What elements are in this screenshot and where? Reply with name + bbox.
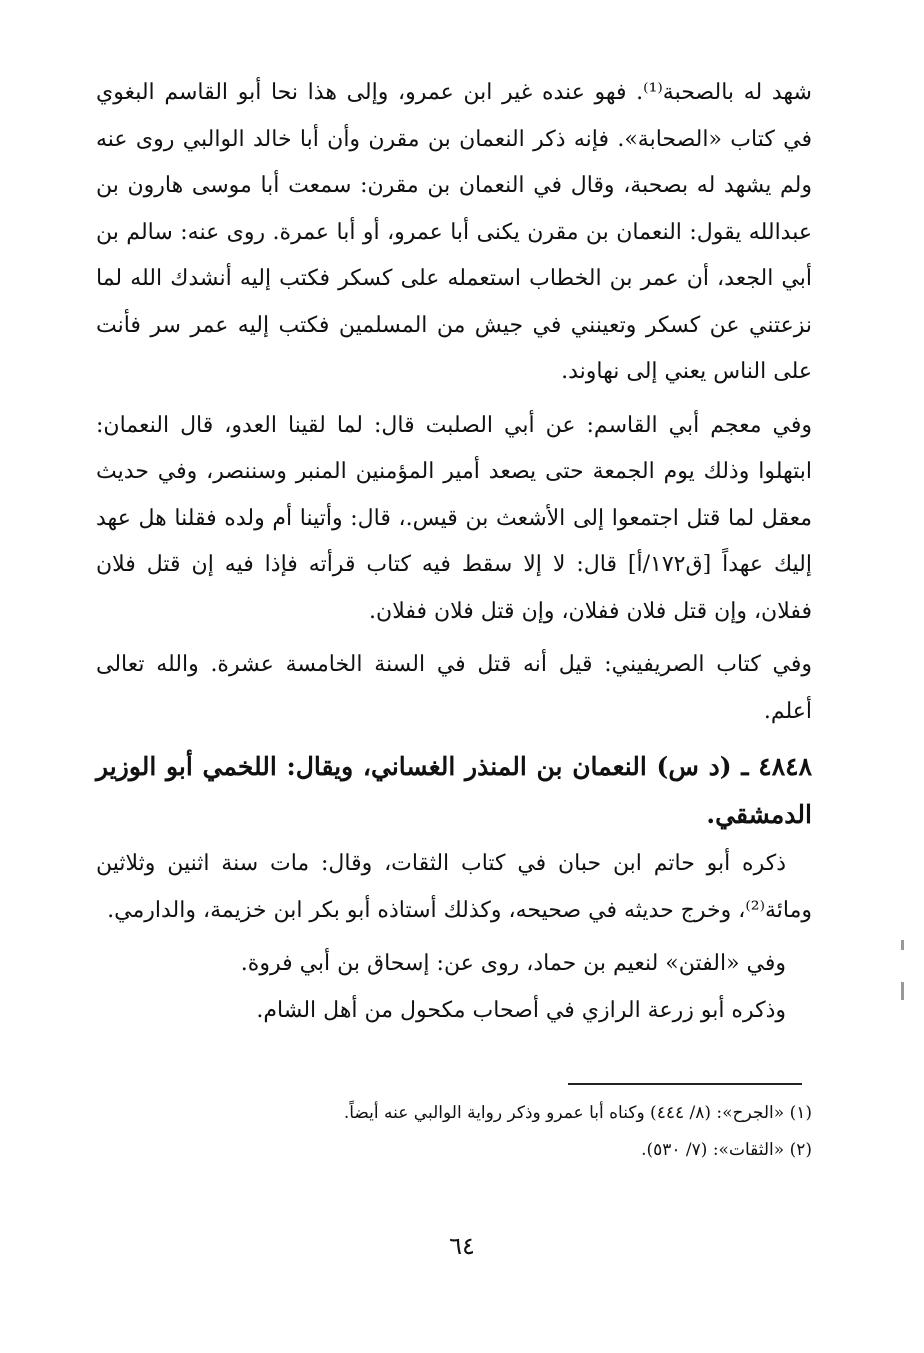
entry-heading-4848: ٤٨٤٨ ـ (د س) النعمان بن المنذر الغساني، ويقال: اللخمي أبو الوزير الدمشقي. (96, 752, 812, 829)
footnote-separator (568, 1083, 802, 1085)
margin-mark-upper (901, 940, 904, 950)
paragraph-mujam-abi-alqasim: وفي معجم أبي القاسم: عن أبي الصلبت قال: لما لقينا العدو، قال النعمان: ابتهلوا وذلك يوم الجمعة حتى يصعد أمير المؤمنين المنبر وسننصر، وفي حديث معقل لما قتل اجتمعوا إلى الأشعث بن قيس.، قال: وأتينا أم ولده فقلنا هل عهد إليك عهداً [ق١٧٢/أ] قال: لا إلا سقط فيه كتاب قرأته فإذا فيه إن قتل فلان ففلان، وإن قتل فلان ففلان، وإن قتل فلان ففلان. (96, 412, 812, 624)
paragraph-abu-zurah: وذكره أبو زرعة الرازي في أصحاب مكحول من أهل الشام. (256, 997, 786, 1023)
paragraph-fitan: وفي «الفتن» لنعيم بن حماد، روى عن: إسحاق بن أبي فروة. (240, 951, 786, 976)
paragraph-sarifini: وفي كتاب الصريفيني: قيل أنه قتل في السنة الخامسة عشرة. والله تعالى أعلم. (96, 652, 812, 724)
margin-mark-lower (901, 982, 904, 1000)
footnotes (96, 1095, 812, 1169)
page-number: ٦٤ (449, 1232, 475, 1260)
paragraph-ibn-hibban: ذكره أبو حاتم ابن حبان في كتاب الثقات، وقال: مات سنة اثنين وثلاثين ومائة⁽²⁾، وخرج حديثه في صحيحه، وكذلك أستاذه أبو بكر ابن خزيمة، والدارمي. (96, 851, 812, 923)
footnote-2: (٢) «الثقات»: (٧/ ٥٣٠). (641, 1140, 812, 1160)
page-body (96, 70, 812, 1034)
paragraph-sahaba-entry: شهد له بالصحبة⁽¹⁾. فهو عنده غير ابن عمرو، وإلى هذا نحا أبو القاسم البغوي في كتاب «الصحابة». فإنه ذكر النعمان بن مقرن وأن أبا خالد الوالبي روى عنه ولم يشهد له بصحبة، وقال في النعمان بن مقرن: سمعت أبا موسى هارون بن عبدالله يقول: النعمان بن مقرن يكنى أبا عمرو، أو أبا عمرة. روى عنه: سالم بن أبي الجعد، أن عمر بن الخطاب استعمله على كسكر فكتب إليه أنشدك الله لما نزعتني عن كسكر وتعينني في جيش من المسلمين فكتب إليه عمر سر فأنت على الناس يعني إلى نهاوند. (96, 80, 812, 384)
footnote-1: (١) «الجرح»: (٨/ ٤٤٤) وكناه أبا عمرو وذكر رواية الوالبي عنه أيضاً. (343, 1103, 812, 1123)
